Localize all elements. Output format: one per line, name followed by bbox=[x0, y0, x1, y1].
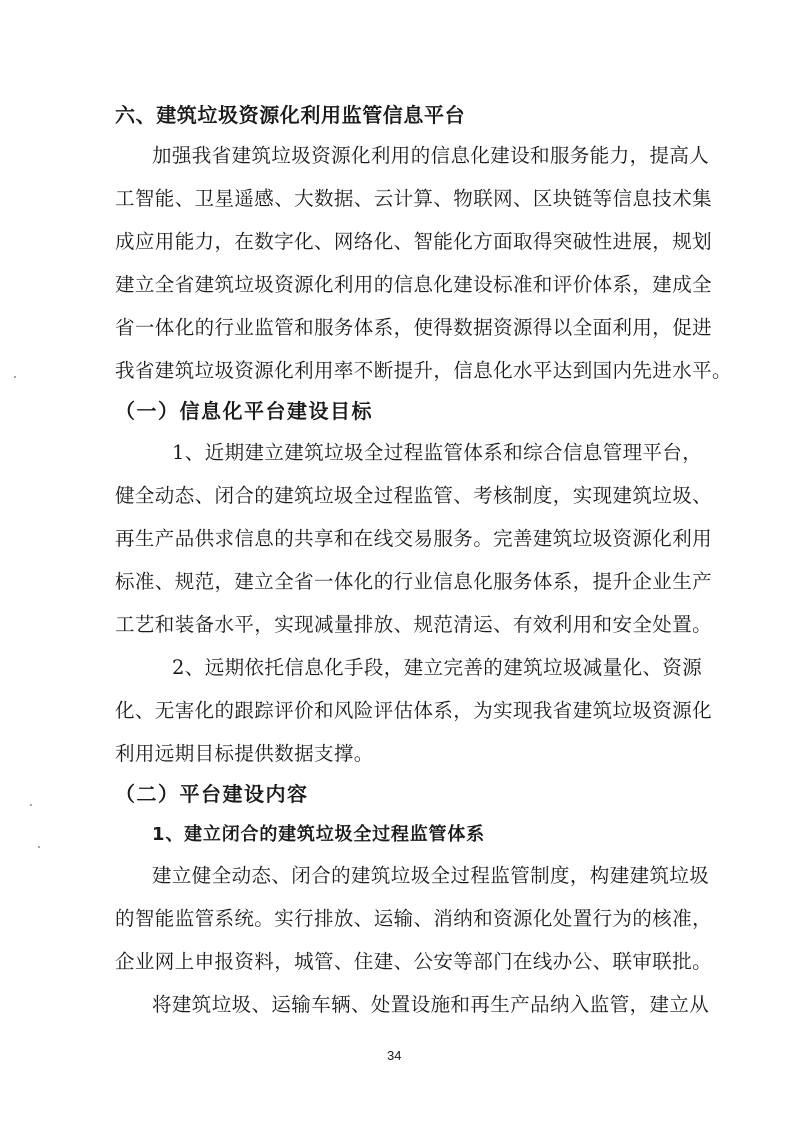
goal1-line: 工艺和装备水平，实现减量排放、规范清运、有效利用和安全处置。 bbox=[115, 613, 713, 636]
goal1-line: 标准、规范，建立全省一体化的行业信息化服务体系，提升企业生产 bbox=[115, 570, 713, 593]
item1-line: 企业网上申报资料，城管、住建、公安等部门在线办公、联审联批。 bbox=[115, 950, 713, 973]
intro-line: 建立全省建筑垃圾资源化利用的信息化建设标准和评价体系，建成全 bbox=[115, 273, 713, 296]
item1-line: 的智能监管系统。实行排放、运输、消纳和资源化处置行为的核准， bbox=[115, 907, 713, 930]
goal1-line: 1、近期建立建筑垃圾全过程监管体系和综合信息管理平台， bbox=[172, 441, 703, 464]
intro-line: 成应用能力，在数字化、网络化、智能化方面取得突破性进展，规划 bbox=[115, 230, 713, 253]
intro-line: 加强我省建筑垃圾资源化利用的信息化建设和服务能力，提高人 bbox=[152, 144, 710, 167]
scan-speck bbox=[14, 376, 16, 378]
item-title: 1、建立闭合的建筑垃圾全过程监管体系 bbox=[152, 824, 485, 845]
goal2-line: 化、无害化的跟踪评价和风险评估体系，为实现我省建筑垃圾资源化 bbox=[115, 699, 713, 722]
intro-line: 我省建筑垃圾资源化利用率不断提升，信息化水平达到国内先进水平。 bbox=[115, 359, 732, 382]
goal2-line: 利用远期目标提供数据支撑。 bbox=[115, 742, 374, 765]
subsection-title: （一）信息化平台建设目标 bbox=[115, 399, 373, 423]
goal1-line: 再生产品供求信息的共享和在线交易服务。完善建筑垃圾资源化利用 bbox=[115, 527, 713, 550]
intro-line: 省一体化的行业监管和服务体系，使得数据资源得以全面利用，促进 bbox=[115, 316, 713, 339]
page-number: 34 bbox=[387, 1048, 402, 1063]
item1b-line: 将建筑垃圾、运输车辆、处置设施和再生产品纳入监管，建立从 bbox=[152, 993, 710, 1016]
goal2-line: 2、远期依托信息化手段，建立完善的建筑垃圾减量化、资源 bbox=[172, 656, 703, 679]
goal1-line: 健全动态、闭合的建筑垃圾全过程监管、考核制度，实现建筑垃圾、 bbox=[115, 484, 713, 507]
subsection-title: （二）平台建设内容 bbox=[115, 782, 309, 806]
scan-speck bbox=[38, 846, 40, 848]
item1-line: 建立健全动态、闭合的建筑垃圾全过程监管制度，构建建筑垃圾 bbox=[152, 864, 710, 887]
scan-speck bbox=[30, 804, 32, 806]
section-title: 六、建筑垃圾资源化利用监管信息平台 bbox=[115, 103, 466, 127]
intro-line: 工智能、卫星遥感、大数据、云计算、物联网、区块链等信息技术集 bbox=[115, 187, 713, 210]
